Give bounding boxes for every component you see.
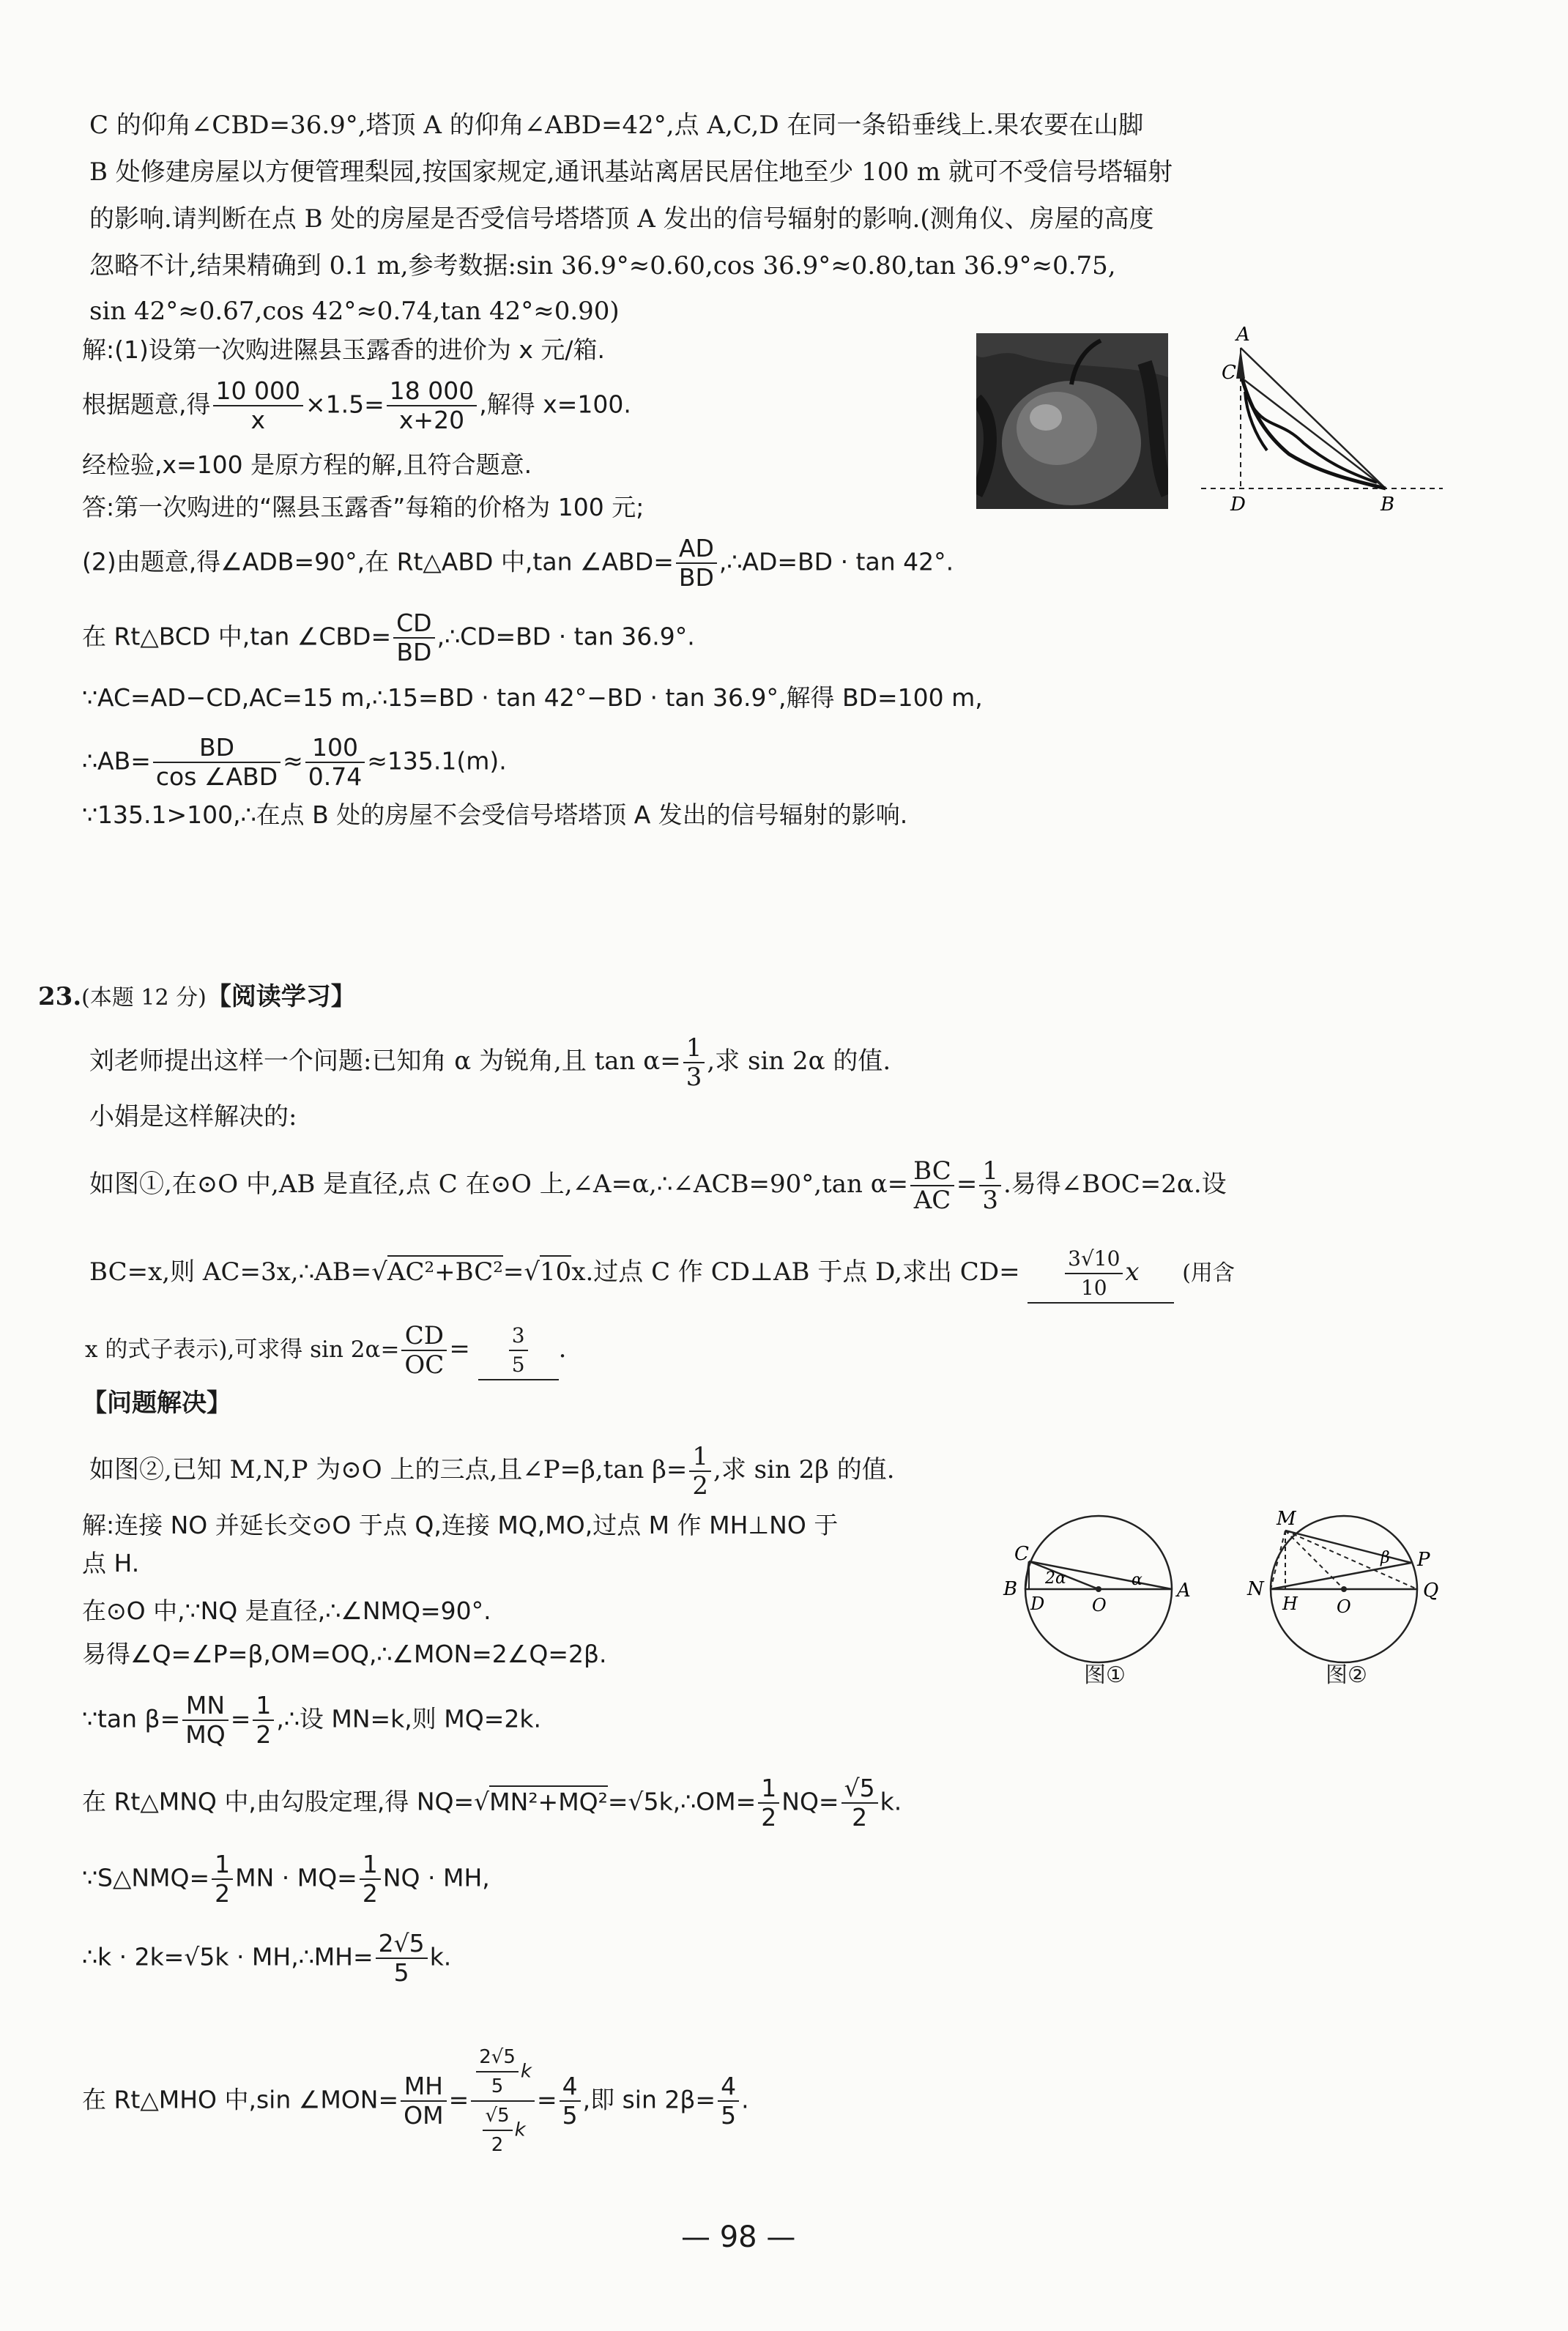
q23-header: 23.(本题 12 分)【阅读学习】	[38, 982, 356, 1011]
fig1-label-A: A	[1177, 1580, 1191, 1602]
q23-sol-4: ∵tan β= $\frac{MN}{MQ}$ = $\frac{1}{2}$ ,∴设 MN=k,则 MQ=2k.	[82, 1691, 541, 1749]
fig1-label-B: B	[1003, 1578, 1018, 1600]
solution-line-3: 经检验,x=100 是原方程的解,且符合题意.	[82, 450, 532, 479]
solution-line-6: 在 Rt△BCD 中,tan ∠CBD= $\frac{CD}{BD}$ ,∴CD=BD · tan 36.9°.	[82, 609, 695, 666]
page-number: — 98 —	[681, 2220, 796, 2254]
problem-line-3: 的影响.请判断在点 B 处的房屋是否受信号塔塔顶 A 发出的信号辐射的影响.(测角仪、房屋的高度	[89, 204, 1154, 234]
q23-para-6: 如图②,已知 M,N,P 为⊙O 上的三点,且∠P=β,tan β= $\frac{1}{2}$ ,求 sin 2β 的值.	[89, 1442, 895, 1501]
fig2-label-N: N	[1247, 1578, 1264, 1600]
solution-line-2: 根据题意,得 $\frac{10 000}{x}$ ×1.5= $\frac{18 000}{x+20}$ ,解得 x=100.	[82, 376, 631, 434]
tower-diagram	[1201, 326, 1443, 516]
solution-line-9: ∵135.1>100,∴在点 B 处的房屋不会受信号塔塔顶 A 发出的信号辐射的影响.	[82, 800, 908, 829]
fig1-label-O: O	[1092, 1595, 1107, 1616]
fig1-label-C: C	[1014, 1543, 1029, 1565]
q23-para-5: x 的式子表示),可求得 sin 2α= $\frac{CD}{OC}$ = $\frac{3}{5}$ .	[85, 1321, 567, 1380]
q23-tag-2: 【问题解决】	[82, 1388, 231, 1418]
fig2-label-Q: Q	[1423, 1580, 1439, 1602]
label-B: B	[1381, 494, 1395, 516]
fig1-label-D: D	[1030, 1594, 1045, 1614]
figure-1-caption: 图①	[1084, 1662, 1126, 1688]
pear-photo	[976, 333, 1168, 509]
q23-sol-1b: 点 H.	[82, 1549, 140, 1577]
problem-line-2: B 处修建房屋以方便管理梨园,按国家规定,通讯基站离居民居住地至少 100 m 就可不受信号塔辐射	[89, 157, 1173, 187]
q23-sol-8: 在 Rt△MHO 中,sin ∠MON= $\frac{MH}{OM}$ = $\frac{2√5}{5}$ k $\frac{√5}{2}$ k = $\frac{4}{5}$ ,即 sin 2β= $\frac{4}{5}$ .	[82, 2043, 749, 2159]
q23-sol-6: ∵S△NMQ= $\frac{1}{2}$ MN · MQ= $\frac{1}{2}$ NQ · MH,	[82, 1850, 490, 1908]
q23-sol-5: 在 Rt△MNQ 中,由勾股定理,得 NQ=√MN²+MQ²=√5k,∴OM= $\frac{1}{2}$ NQ= $\frac{√5}{2}$ k.	[82, 1774, 902, 1832]
fig2-label-P: P	[1417, 1549, 1430, 1571]
answer-blank-cd[interactable]: $\frac{3√10}{10}$ x	[1028, 1245, 1174, 1304]
q23-para-2: 小娟是这样解决的:	[89, 1102, 297, 1131]
q23-sol-3: 易得∠Q=∠P=β,OM=OQ,∴∠MON=2∠Q=2β.	[82, 1640, 607, 1668]
q23-para-4: BC=x,则 AC=3x,∴AB=√AC²+BC²=√10x.过点 C 作 CD⊥AB 于点 D,求出 CD= $\frac{3√10}{10}$ x (用含	[89, 1245, 1235, 1304]
problem-line-4: 忽略不计,结果精确到 0.1 m,参考数据:sin 36.9°≈0.60,cos 36.9°≈0.80,tan 36.9°≈0.75,	[89, 251, 1116, 280]
solution-line-8: ∴AB= $\frac{BD}{\text{cos ∠ABD}}$ ≈ $\frac{100}{0.74}$ ≈135.1(m).	[82, 733, 507, 791]
fig2-label-O: O	[1337, 1596, 1351, 1617]
label-D: D	[1230, 494, 1246, 516]
solution-line-4: 答:第一次购进的“隰县玉露香”每箱的价格为 100 元;	[82, 493, 644, 521]
solution-line-1: 解:(1)设第一次购进隰县玉露香的进价为 x 元/箱.	[82, 335, 605, 364]
fig2-angle-beta: β	[1381, 1549, 1390, 1567]
fig2-label-M: M	[1277, 1508, 1296, 1530]
label-A: A	[1236, 326, 1250, 346]
q23-para-1: 刘老师提出这样一个问题:已知角 α 为锐角,且 tan α= $\frac{1}{3}$ ,求 sin 2α 的值.	[89, 1033, 891, 1092]
fraction-10000-x: $\frac{10 000}{x}$	[213, 377, 303, 434]
fraction-18000-x20: $\frac{18 000}{x+20}$	[387, 377, 477, 434]
solution-line-5: (2)由题意,得∠ADB=90°,在 Rt△ABD 中,tan ∠ABD= $\frac{AD}{BD}$ ,∴AD=BD · tan 42°.	[82, 534, 954, 592]
fig1-angle-2a: 2α	[1045, 1569, 1066, 1588]
figure-2-caption: 图②	[1326, 1662, 1367, 1688]
q23-para-3: 如图①,在⊙O 中,AB 是直径,点 C 在⊙O 上,∠A=α,∴∠ACB=90°,tan α= $\frac{BC}{AC}$ = $\frac{1}{3}$ .易得∠BOC=2α.设	[89, 1156, 1227, 1215]
problem-line-1: C 的仰角∠CBD=36.9°,塔顶 A 的仰角∠ABD=42°,点 A,C,D 在同一条铅垂线上.果农要在山脚	[89, 111, 1144, 140]
problem-line-5: sin 42°≈0.67,cos 42°≈0.74,tan 42°≈0.90)	[89, 297, 620, 326]
solution-line-7: ∵AC=AD−CD,AC=15 m,∴15=BD · tan 42°−BD · tan 36.9°,解得 BD=100 m,	[82, 683, 983, 712]
q23-sol-2: 在⊙O 中,∵NQ 是直径,∴∠NMQ=90°.	[82, 1596, 491, 1625]
q23-sol-1: 解:连接 NO 并延长交⊙O 于点 Q,连接 MQ,MO,过点 M 作 MH⊥NO 于	[82, 1511, 839, 1539]
answer-blank-sin2a[interactable]: $\frac{3}{5}$	[478, 1322, 559, 1380]
label-C: C	[1222, 362, 1236, 384]
fig1-angle-a: α	[1132, 1571, 1142, 1589]
q23-sol-7: ∴k · 2k=√5k · MH,∴MH= $\frac{2√5}{5}$ k.	[82, 1929, 452, 1987]
fig2-label-H: H	[1282, 1594, 1298, 1614]
